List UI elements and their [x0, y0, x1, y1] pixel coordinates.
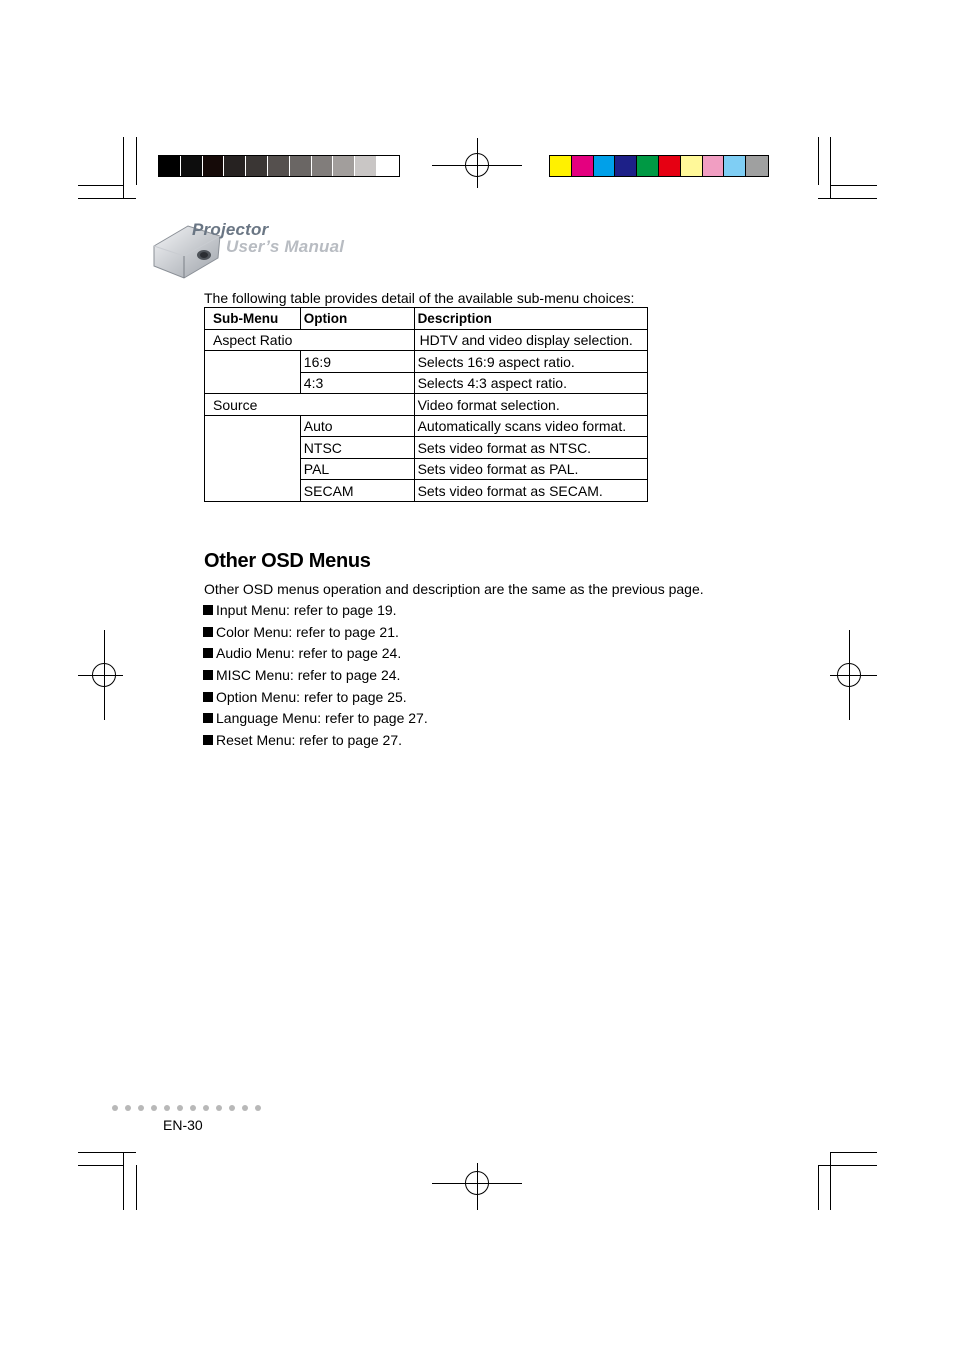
- description-cell: Video format selection.: [414, 394, 647, 416]
- color-swatch-2: [594, 156, 616, 176]
- option-cell: PAL: [300, 458, 414, 480]
- blank-cell: [205, 351, 301, 394]
- option-cell: 4:3: [300, 372, 414, 394]
- brand-title: Projector: [192, 220, 269, 239]
- list-item: Audio Menu: refer to page 24.: [203, 645, 428, 667]
- list-item: MISC Menu: refer to page 24.: [203, 667, 428, 689]
- footer-dots: [112, 1105, 261, 1111]
- list-item: Option Menu: refer to page 25.: [203, 689, 428, 711]
- table-header-row: [205, 308, 648, 330]
- gray-swatch-4: [246, 156, 268, 176]
- blank-cell: [205, 415, 301, 501]
- header-option: Option: [300, 308, 414, 330]
- option-cell: Auto: [300, 415, 414, 437]
- gray-swatch-1: [181, 156, 203, 176]
- description-cell: Automatically scans video format.: [414, 415, 647, 437]
- color-swatch-strip: [549, 155, 769, 177]
- table-row: [205, 351, 648, 373]
- square-bullet-icon: [203, 627, 213, 637]
- color-swatch-1: [572, 156, 594, 176]
- option-cell: 16:9: [300, 351, 414, 373]
- table-row: [205, 394, 648, 416]
- description-cell: Sets video format as PAL.: [414, 458, 647, 480]
- gray-swatch-0: [159, 156, 181, 176]
- table-intro: The following table provides detail of the available sub-menu choices:: [204, 290, 635, 306]
- gray-swatch-7: [312, 156, 334, 176]
- list-item: Language Menu: refer to page 27.: [203, 710, 428, 732]
- square-bullet-icon: [203, 648, 213, 658]
- color-swatch-3: [615, 156, 637, 176]
- grayscale-swatch-strip: [158, 155, 400, 177]
- square-bullet-icon: [203, 735, 213, 745]
- description-cell: Sets video format as NTSC.: [414, 437, 647, 459]
- option-cell: SECAM: [300, 480, 414, 502]
- description-cell: Selects 16:9 aspect ratio.: [414, 351, 647, 373]
- description-cell: Selects 4:3 aspect ratio.: [414, 372, 647, 394]
- description-cell: Sets video format as SECAM.: [414, 480, 647, 502]
- header-submenu: Sub-Menu: [205, 308, 301, 330]
- gray-swatch-3: [224, 156, 246, 176]
- menu-reference-list: [203, 602, 428, 754]
- section-description: Other OSD menus operation and description are the same as the previous page.: [204, 581, 704, 597]
- brand-subtitle: User’s Manual: [226, 237, 345, 256]
- option-cell: NTSC: [300, 437, 414, 459]
- color-swatch-5: [659, 156, 681, 176]
- color-swatch-0: [550, 156, 572, 176]
- table-row: [205, 415, 648, 437]
- square-bullet-icon: [203, 670, 213, 680]
- list-item: Color Menu: refer to page 21.: [203, 624, 428, 646]
- submenu-cell: Source: [205, 394, 415, 416]
- description-cell: HDTV and video display selection.: [414, 329, 647, 351]
- gray-swatch-9: [355, 156, 377, 176]
- gray-swatch-5: [268, 156, 290, 176]
- color-swatch-7: [703, 156, 725, 176]
- list-item: Reset Menu: refer to page 27.: [203, 732, 428, 754]
- table-row: [205, 329, 648, 351]
- submenu-cell: Aspect Ratio: [205, 329, 415, 351]
- gray-swatch-10: [377, 156, 399, 176]
- gray-swatch-8: [333, 156, 355, 176]
- color-swatch-8: [724, 156, 746, 176]
- square-bullet-icon: [203, 605, 213, 615]
- gray-swatch-6: [290, 156, 312, 176]
- color-swatch-9: [746, 156, 768, 176]
- gray-swatch-2: [203, 156, 225, 176]
- submenu-table: [204, 307, 648, 502]
- square-bullet-icon: [203, 713, 213, 723]
- color-swatch-6: [681, 156, 703, 176]
- color-swatch-4: [637, 156, 659, 176]
- header-description: Description: [414, 308, 647, 330]
- list-item: Input Menu: refer to page 19.: [203, 602, 428, 624]
- square-bullet-icon: [203, 692, 213, 702]
- section-title: Other OSD Menus: [204, 550, 371, 572]
- page-number: EN-30: [163, 1117, 203, 1133]
